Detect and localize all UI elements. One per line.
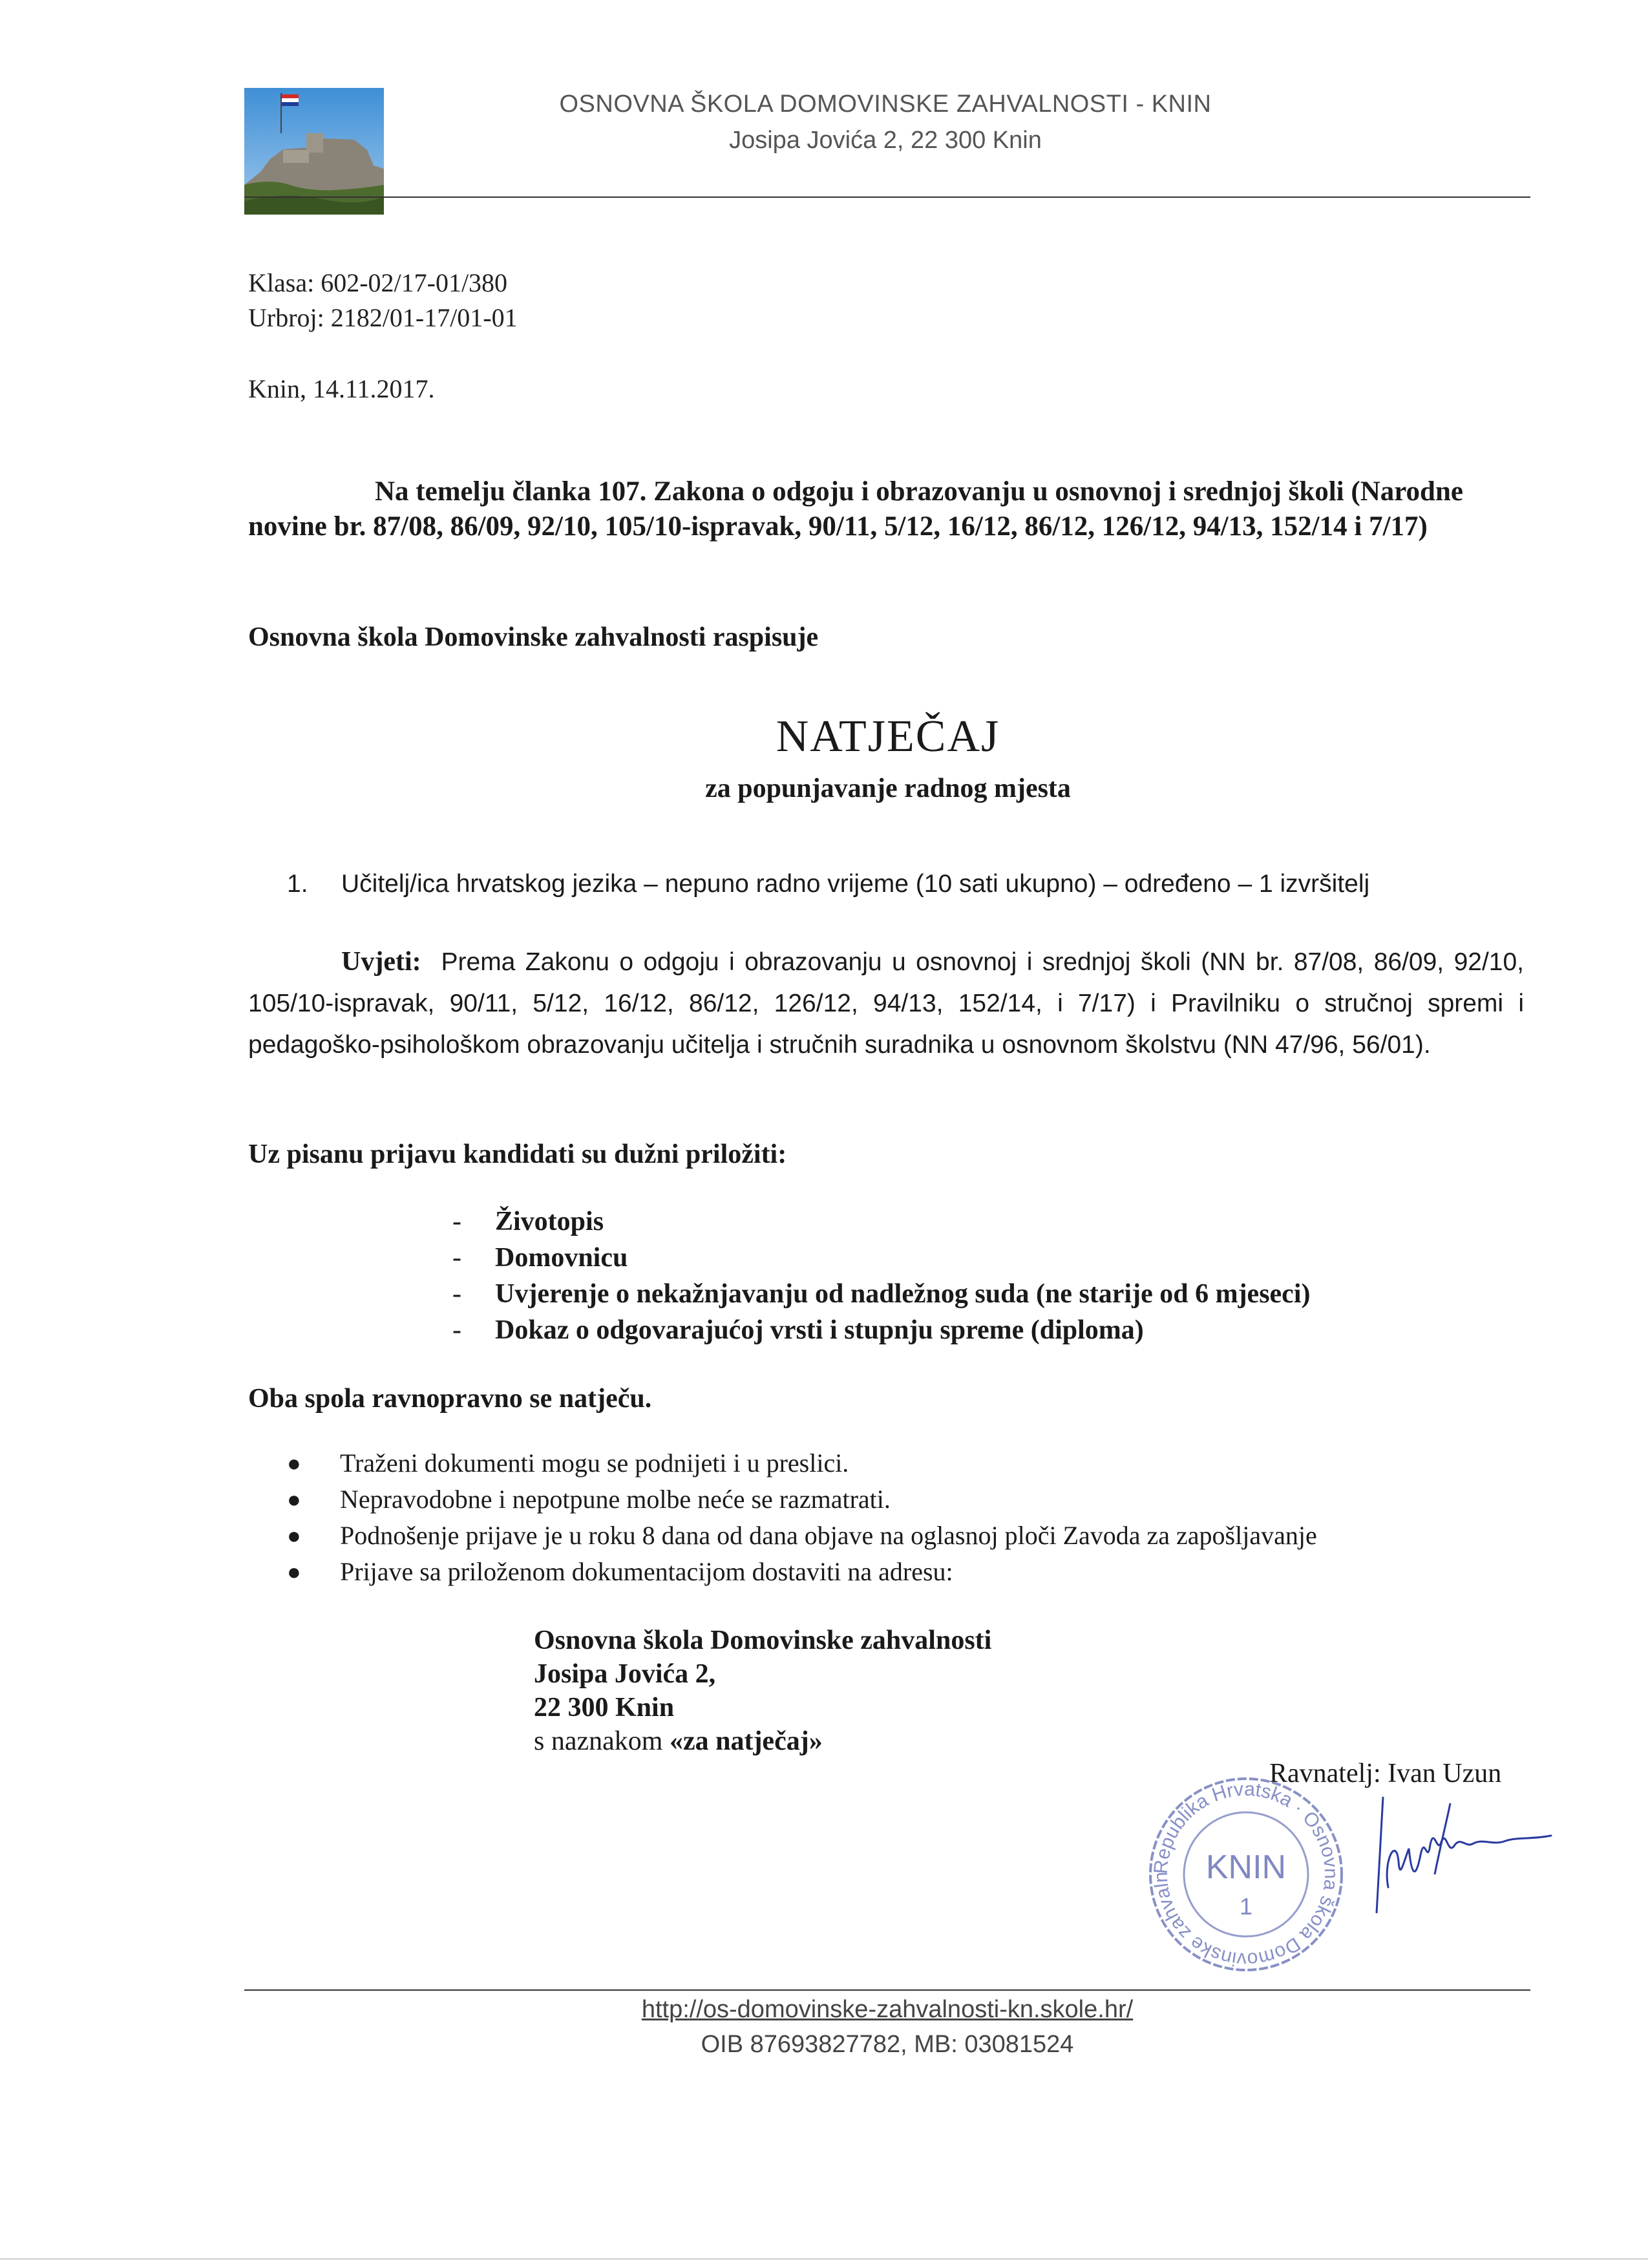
list-item [287, 1518, 1317, 1554]
note-text: Prijave sa priloženom dokumentacijom dostaviti na adresu: [340, 1557, 953, 1586]
position-number: 1. [287, 870, 308, 898]
header-school-name: OSNOVNA ŠKOLA DOMOVINSKE ZAHVALNOSTI - KNIN [559, 90, 1212, 118]
attachment-item-text: Dokaz o odgovarajućoj vrsti i stupnju spreme (diploma) [495, 1315, 1144, 1345]
attachment-item-text: Domovnicu [495, 1243, 628, 1273]
attachments-list [452, 1203, 1310, 1348]
legal-basis-text: Na temelju članka 107. Zakona o odgoju i obrazovanju u osnovnoj i srednjoj školi (Narodne novine br. 87/08, 86/09, 92/10, 105/10-ispravak, 90/11, 5/12, 16/12, 86/12, 126/12, 94/13, 152/14 i 7/17) [248, 476, 1463, 542]
director-name: Ravnatelj: Ivan Uzun [1269, 1759, 1502, 1788]
attachment-item-text: Uvjerenje o nekažnjavanju od nadležnog suda (ne starije od 6 mjeseci) [495, 1279, 1311, 1309]
header-divider [244, 196, 1530, 198]
conditions-text: Prema Zakonu o odgoju i obrazovanju u osnovnoj i srednjoj školi (NN br. 87/08, 86/09, 92/10, 105/10-ispravak, 90/11, 5/12, 16/12, 86/12, 126/12, 94/13, 152/14, i 7/17) i Pravilniku o stručnoj spremi i pedagoško-psihološkom obrazovanju učitelja i stručnih suradnika u osnovnom školstvu (NN 47/96, 56/01). [248, 948, 1525, 1059]
announcing-statement: Osnovna škola Domovinske zahvalnosti raspisuje [248, 622, 819, 652]
place-and-date: Knin, 14.11.2017. [248, 374, 435, 403]
list-item [287, 1481, 1317, 1518]
official-stamp [1143, 1771, 1349, 1978]
bullet-icon: ● [287, 1523, 301, 1549]
scan-edge-line [0, 2258, 1648, 2260]
klasa-number: Klasa: 602-02/17-01/380 [248, 268, 508, 297]
conditions-paragraph [248, 941, 1524, 1066]
notes-list [287, 1445, 1317, 1590]
footer-divider [244, 1989, 1530, 1991]
list-item: - Dokaz o odgovarajućoj vrsti i stupnju spreme (diploma) [452, 1312, 1310, 1348]
list-item: - Životopis [452, 1203, 1310, 1240]
header-address: Josipa Jovića 2, 22 300 Knin [729, 127, 1042, 154]
document-title: NATJEČAJ [776, 712, 1000, 761]
footer-website-link[interactable]: http://os-domovinske-zahvalnosti-kn.skole.hr/ [641, 1996, 1134, 2023]
footer-company-ids: OIB 87693827782, MB: 03081524 [701, 2031, 1074, 2058]
position-text: Učitelj/ica hrvatskog jezika – nepuno radno vrijeme (10 sati ukupno) – određeno – 1 izvršitelj [341, 870, 1370, 898]
bullet-icon: ● [287, 1487, 301, 1512]
submission-address [534, 1624, 991, 1758]
conditions-label: Uvjeti: [341, 947, 421, 977]
address-line-school: Osnovna škola Domovinske zahvalnosti [534, 1626, 992, 1655]
list-item: - Domovnicu [452, 1240, 1310, 1276]
urbroj-number: Urbroj: 2182/01-17/01-01 [248, 303, 518, 332]
address-note-prefix: s naznakom [534, 1726, 670, 1756]
address-line-city: 22 300 Knin [534, 1693, 675, 1722]
document-subtitle: za popunjavanje radnog mjesta [705, 774, 1071, 803]
attachment-item-text: Životopis [495, 1207, 604, 1236]
list-item [287, 1445, 1317, 1481]
address-line-street: Josipa Jovića 2, [534, 1659, 716, 1689]
stamp-ring-text: Republika Hrvatska · Osnovna škola Domovinske zahvaln [1150, 1778, 1342, 1971]
bullet-icon: ● [287, 1559, 301, 1585]
stamp-number: 1 [1239, 1893, 1253, 1920]
address-note-emphasis: «za natječaj» [669, 1726, 823, 1756]
legal-basis-paragraph [248, 474, 1528, 544]
note-text: Traženi dokumenti mogu se podnijeti i u preslici. [340, 1448, 849, 1478]
school-logo-photo [244, 88, 384, 215]
equal-opportunity-note: Oba spola ravnopravno se natječu. [248, 1384, 652, 1414]
job-position [287, 870, 1369, 898]
address-line-note [534, 1724, 991, 1758]
stamp-center-text: KNIN [1205, 1849, 1287, 1886]
attachments-heading: Uz pisanu prijavu kandidati su dužni priložiti: [248, 1139, 787, 1169]
note-text: Nepravodobne i nepotpune molbe neće se razmatrati. [340, 1485, 891, 1514]
list-item [287, 1554, 1317, 1590]
note-text: Podnošenje prijave je u roku 8 dana od dana objave na oglasnoj ploči Zavoda za zapošljavanje [340, 1521, 1317, 1550]
list-item: - Uvjerenje o nekažnjavanju od nadležnog suda (ne starije od 6 mjeseci) [452, 1276, 1310, 1312]
director-signature [1370, 1784, 1564, 1933]
bullet-icon: ● [287, 1450, 301, 1476]
